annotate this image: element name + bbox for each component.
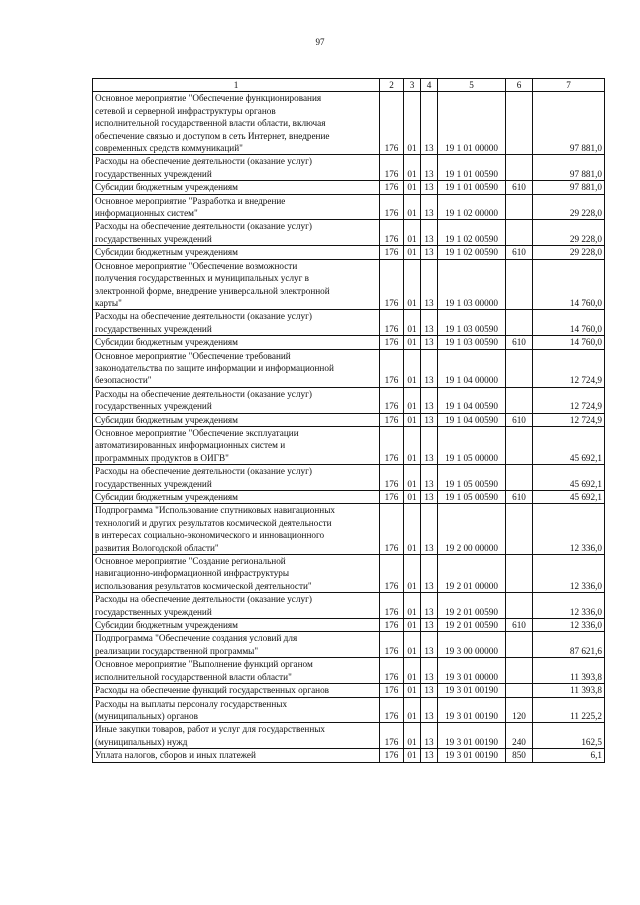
row-name-cell [93, 336, 380, 349]
expense-type-cell [506, 465, 533, 491]
row-name-line: государственных учреждений [95, 323, 212, 334]
admin-code-cell: 176 [380, 658, 404, 684]
expense-type-cell [506, 684, 533, 697]
table-row [93, 426, 605, 464]
expense-type-cell [506, 155, 533, 181]
row-name-line: Расходы на обеспечение функций государственных органов [95, 685, 330, 696]
target-code-cell: 19 1 03 00000 [438, 259, 506, 310]
subsection-code-cell: 13 [421, 426, 438, 464]
admin-code-cell: 176 [380, 413, 404, 426]
target-code-cell: 19 1 05 00000 [438, 426, 506, 464]
row-name-line: безопасности" [95, 375, 152, 386]
target-code-cell: 19 2 01 00590 [438, 593, 506, 619]
row-name-line: Расходы на обеспечение деятельности (оказание услуг) [95, 388, 312, 399]
table-row [93, 387, 605, 413]
subsection-code-cell: 13 [421, 465, 438, 491]
subsection-code-cell: 13 [421, 259, 438, 310]
table-row [93, 194, 605, 220]
subsection-code-cell: 13 [421, 658, 438, 684]
amount-cell: 11 393,8 [533, 658, 605, 684]
row-name-cell [93, 349, 380, 387]
table-row [93, 92, 605, 155]
row-name-cell [93, 619, 380, 632]
target-code-cell: 19 1 01 00590 [438, 155, 506, 181]
row-name-line: Основное мероприятие "Создание региональной [95, 556, 286, 567]
row-name-line: Субсидии бюджетным учреждениям [95, 337, 238, 348]
section-code-cell: 01 [404, 684, 421, 697]
table-row [93, 632, 605, 658]
row-name-cell [93, 181, 380, 194]
amount-cell: 12 336,0 [533, 504, 605, 555]
section-code-cell: 01 [404, 504, 421, 555]
admin-code-cell: 176 [380, 749, 404, 762]
column-header-4: 4 [421, 79, 438, 92]
row-name-line: карты" [95, 297, 122, 308]
target-code-cell: 19 1 01 00590 [438, 181, 506, 194]
section-code-cell: 01 [404, 259, 421, 310]
target-code-cell: 19 1 03 00590 [438, 310, 506, 336]
table-row [93, 504, 605, 555]
section-code-cell: 01 [404, 387, 421, 413]
row-name-line: Иные закупки товаров, работ и услуг для государственных [95, 724, 326, 735]
section-code-cell: 01 [404, 413, 421, 426]
expense-type-cell [506, 593, 533, 619]
expense-type-cell: 850 [506, 749, 533, 762]
row-name-line: получения государственных и муниципальных услуг в [95, 273, 310, 284]
amount-cell: 29 228,0 [533, 246, 605, 259]
amount-cell: 12 336,0 [533, 619, 605, 632]
target-code-cell: 19 3 01 00190 [438, 723, 506, 749]
table-body [93, 92, 605, 762]
section-code-cell: 01 [404, 426, 421, 464]
expense-type-cell: 610 [506, 619, 533, 632]
amount-cell: 12 724,9 [533, 387, 605, 413]
row-name-line: Субсидии бюджетным учреждениям [95, 620, 238, 631]
amount-cell: 45 692,1 [533, 491, 605, 504]
row-name-line: Расходы на обеспечение деятельности (оказание услуг) [95, 156, 312, 167]
amount-cell: 45 692,1 [533, 426, 605, 464]
target-code-cell: 19 1 02 00590 [438, 220, 506, 246]
target-code-cell: 19 1 05 00590 [438, 465, 506, 491]
row-name-line: Основное мероприятие "Обеспечение функционирования [95, 93, 322, 104]
target-code-cell: 19 3 01 00190 [438, 697, 506, 723]
section-code-cell: 01 [404, 181, 421, 194]
amount-cell: 11 393,8 [533, 684, 605, 697]
budget-table [92, 78, 605, 763]
row-name-line: Расходы на обеспечение деятельности (оказание услуг) [95, 311, 312, 322]
row-name-line: Расходы на обеспечение деятельности (оказание услуг) [95, 594, 312, 605]
table-row [93, 619, 605, 632]
row-name-line: Расходы на обеспечение деятельности (оказание услуг) [95, 221, 312, 232]
section-code-cell: 01 [404, 220, 421, 246]
page-number: 97 [315, 37, 325, 47]
section-code-cell: 01 [404, 349, 421, 387]
target-code-cell: 19 3 01 00190 [438, 684, 506, 697]
subsection-code-cell: 13 [421, 349, 438, 387]
row-name-line: государственных учреждений [95, 233, 212, 244]
row-name-line: автоматизированных информационных систем и [95, 440, 286, 451]
section-code-cell: 01 [404, 491, 421, 504]
admin-code-cell: 176 [380, 465, 404, 491]
admin-code-cell: 176 [380, 555, 404, 593]
subsection-code-cell: 13 [421, 593, 438, 619]
table-row [93, 246, 605, 259]
row-name-cell [93, 749, 380, 762]
amount-cell: 14 760,0 [533, 259, 605, 310]
admin-code-cell: 176 [380, 387, 404, 413]
target-code-cell: 19 1 01 00000 [438, 92, 506, 155]
subsection-code-cell: 13 [421, 491, 438, 504]
table-row [93, 349, 605, 387]
table-row [93, 491, 605, 504]
amount-cell: 14 760,0 [533, 310, 605, 336]
section-code-cell: 01 [404, 155, 421, 181]
subsection-code-cell: 13 [421, 413, 438, 426]
column-header-2: 2 [380, 79, 404, 92]
column-header-1: 1 [93, 79, 380, 92]
table-row [93, 155, 605, 181]
row-name-line: Уплата налогов, сборов и иных платежей [95, 750, 256, 761]
admin-code-cell: 176 [380, 491, 404, 504]
column-header-6: 6 [506, 79, 533, 92]
admin-code-cell: 176 [380, 92, 404, 155]
target-code-cell: 19 1 05 00590 [438, 491, 506, 504]
row-name-cell [93, 413, 380, 426]
expense-type-cell: 610 [506, 336, 533, 349]
row-name-line: исполнительной государственной власти области" [95, 671, 292, 682]
subsection-code-cell: 13 [421, 684, 438, 697]
row-name-cell [93, 504, 380, 555]
table-row [93, 465, 605, 491]
admin-code-cell: 176 [380, 684, 404, 697]
amount-cell: 11 225,2 [533, 697, 605, 723]
section-code-cell: 01 [404, 749, 421, 762]
subsection-code-cell: 13 [421, 697, 438, 723]
row-name-cell [93, 194, 380, 220]
section-code-cell: 01 [404, 593, 421, 619]
row-name-line: в интересах социально-экономического и инновационного [95, 530, 325, 541]
admin-code-cell: 176 [380, 220, 404, 246]
amount-cell: 162,5 [533, 723, 605, 749]
row-name-cell [93, 92, 380, 155]
admin-code-cell: 176 [380, 259, 404, 310]
expense-type-cell [506, 658, 533, 684]
table-row [93, 413, 605, 426]
amount-cell: 97 881,0 [533, 155, 605, 181]
admin-code-cell: 176 [380, 723, 404, 749]
expense-type-cell: 240 [506, 723, 533, 749]
amount-cell: 14 760,0 [533, 336, 605, 349]
row-name-cell [93, 387, 380, 413]
admin-code-cell: 176 [380, 426, 404, 464]
amount-cell: 97 881,0 [533, 181, 605, 194]
admin-code-cell: 176 [380, 619, 404, 632]
section-code-cell: 01 [404, 336, 421, 349]
row-name-line: государственных учреждений [95, 606, 212, 617]
table-row [93, 749, 605, 762]
table-row [93, 310, 605, 336]
expense-type-cell [506, 632, 533, 658]
row-name-line: (муниципальных) нужд [95, 736, 188, 747]
subsection-code-cell: 13 [421, 723, 438, 749]
target-code-cell: 19 3 01 00000 [438, 658, 506, 684]
row-name-line: Расходы на выплаты персоналу государственных [95, 698, 288, 709]
row-name-line: Расходы на обеспечение деятельности (оказание услуг) [95, 466, 312, 477]
subsection-code-cell: 13 [421, 310, 438, 336]
amount-cell: 97 881,0 [533, 92, 605, 155]
admin-code-cell: 176 [380, 504, 404, 555]
column-header-5: 5 [438, 79, 506, 92]
expense-type-cell [506, 504, 533, 555]
target-code-cell: 19 1 02 00000 [438, 194, 506, 220]
row-name-line: Основное мероприятие "Обеспечение требований [95, 350, 291, 361]
admin-code-cell: 176 [380, 181, 404, 194]
row-name-line: государственных учреждений [95, 478, 212, 489]
row-name-line: современных средств коммуникаций" [95, 143, 243, 154]
expense-type-cell: 120 [506, 697, 533, 723]
table-header [93, 79, 605, 92]
row-name-line: информационных систем" [95, 208, 198, 219]
table-row [93, 658, 605, 684]
table-row [93, 684, 605, 697]
admin-code-cell: 176 [380, 593, 404, 619]
target-code-cell: 19 2 01 00000 [438, 555, 506, 593]
table-row [93, 697, 605, 723]
section-code-cell: 01 [404, 619, 421, 632]
amount-cell: 87 621,6 [533, 632, 605, 658]
row-name-cell [93, 220, 380, 246]
expense-type-cell: 610 [506, 181, 533, 194]
row-name-cell [93, 310, 380, 336]
admin-code-cell: 176 [380, 155, 404, 181]
expense-type-cell [506, 194, 533, 220]
row-name-line: навигационно-информационной инфраструктуры [95, 568, 290, 579]
subsection-code-cell: 13 [421, 336, 438, 349]
target-code-cell: 19 3 01 00190 [438, 749, 506, 762]
amount-cell: 12 336,0 [533, 555, 605, 593]
expense-type-cell [506, 220, 533, 246]
admin-code-cell: 176 [380, 697, 404, 723]
section-code-cell: 01 [404, 632, 421, 658]
expense-type-cell: 610 [506, 246, 533, 259]
expense-type-cell [506, 310, 533, 336]
row-name-line: Основное мероприятие "Выполнение функций органом [95, 659, 313, 670]
section-code-cell: 01 [404, 723, 421, 749]
expense-type-cell [506, 426, 533, 464]
row-name-cell [93, 697, 380, 723]
row-name-line: Субсидии бюджетным учреждениям [95, 247, 238, 258]
row-name-line: электронной форме, внедрение универсальной электронной [95, 285, 330, 296]
row-name-cell [93, 465, 380, 491]
table-row [93, 220, 605, 246]
row-name-line: обеспечение связью и доступом в сеть Интернет, внедрение [95, 130, 330, 141]
column-header-3: 3 [404, 79, 421, 92]
section-code-cell: 01 [404, 555, 421, 593]
expense-type-cell [506, 555, 533, 593]
row-name-line: Подпрограмма "Использование спутниковых навигационных [95, 505, 335, 516]
expense-type-cell: 610 [506, 413, 533, 426]
section-code-cell: 01 [404, 246, 421, 259]
row-name-cell [93, 658, 380, 684]
expense-type-cell: 610 [506, 491, 533, 504]
row-name-cell [93, 723, 380, 749]
row-name-line: программных продуктов в ОИГВ" [95, 452, 229, 463]
row-name-line: Подпрограмма "Обеспечение создания условий для [95, 633, 298, 644]
amount-cell: 12 724,9 [533, 413, 605, 426]
subsection-code-cell: 13 [421, 155, 438, 181]
table-row [93, 181, 605, 194]
row-name-cell [93, 593, 380, 619]
row-name-line: Субсидии бюджетным учреждениям [95, 492, 238, 502]
row-name-line: (муниципальных) органов [95, 710, 198, 721]
row-name-line: государственных учреждений [95, 401, 212, 412]
target-code-cell: 19 3 00 00000 [438, 632, 506, 658]
subsection-code-cell: 13 [421, 387, 438, 413]
row-name-cell [93, 155, 380, 181]
subsection-code-cell: 13 [421, 181, 438, 194]
subsection-code-cell: 13 [421, 194, 438, 220]
header-row [93, 79, 605, 92]
target-code-cell: 19 1 04 00000 [438, 349, 506, 387]
row-name-line: сетевой и серверной инфраструктуры органов [95, 105, 276, 116]
section-code-cell: 01 [404, 310, 421, 336]
subsection-code-cell: 13 [421, 749, 438, 762]
column-header-7: 7 [533, 79, 605, 92]
row-name-line: технологий и других результатов космической деятельности [95, 517, 332, 528]
target-code-cell: 19 2 01 00590 [438, 619, 506, 632]
subsection-code-cell: 13 [421, 555, 438, 593]
target-code-cell: 19 1 03 00590 [438, 336, 506, 349]
section-code-cell: 01 [404, 92, 421, 155]
subsection-code-cell: 13 [421, 632, 438, 658]
table-row [93, 593, 605, 619]
row-name-line: развития Вологодской области" [95, 542, 219, 553]
admin-code-cell: 176 [380, 349, 404, 387]
amount-cell: 12 336,0 [533, 593, 605, 619]
row-name-cell [93, 632, 380, 658]
target-code-cell: 19 2 00 00000 [438, 504, 506, 555]
table-row [93, 555, 605, 593]
target-code-cell: 19 1 04 00590 [438, 387, 506, 413]
row-name-line: Основное мероприятие "Обеспечение эксплуатации [95, 427, 299, 438]
row-name-line: законодательства по защите информации и информационной [95, 362, 334, 373]
section-code-cell: 01 [404, 697, 421, 723]
target-code-cell: 19 1 02 00590 [438, 246, 506, 259]
admin-code-cell: 176 [380, 310, 404, 336]
section-code-cell: 01 [404, 194, 421, 220]
amount-cell: 12 724,9 [533, 349, 605, 387]
row-name-line: Субсидии бюджетным учреждениям [95, 414, 238, 425]
subsection-code-cell: 13 [421, 246, 438, 259]
row-name-cell [93, 259, 380, 310]
table-row [93, 336, 605, 349]
subsection-code-cell: 13 [421, 220, 438, 246]
section-code-cell: 01 [404, 465, 421, 491]
row-name-line: Основное мероприятие "Обеспечение возможности [95, 260, 298, 271]
row-name-line: исполнительной государственной власти области, включая [95, 118, 326, 129]
expense-type-cell [506, 387, 533, 413]
table-row [93, 723, 605, 749]
target-code-cell: 19 1 04 00590 [438, 413, 506, 426]
row-name-line: Субсидии бюджетным учреждениям [95, 182, 238, 193]
expense-type-cell [506, 92, 533, 155]
row-name-cell [93, 555, 380, 593]
row-name-cell [93, 491, 380, 504]
row-name-cell [93, 246, 380, 259]
row-name-line: Основное мероприятие "Разработка и внедрение [95, 195, 286, 206]
admin-code-cell: 176 [380, 336, 404, 349]
admin-code-cell: 176 [380, 194, 404, 220]
expense-type-cell [506, 349, 533, 387]
row-name-cell [93, 684, 380, 697]
admin-code-cell: 176 [380, 246, 404, 259]
subsection-code-cell: 13 [421, 504, 438, 555]
row-name-line: государственных учреждений [95, 168, 212, 179]
row-name-cell [93, 426, 380, 464]
table-row [93, 259, 605, 310]
subsection-code-cell: 13 [421, 92, 438, 155]
amount-cell: 29 228,0 [533, 220, 605, 246]
section-code-cell: 01 [404, 658, 421, 684]
row-name-line: использования результатов космической деятельности" [95, 580, 312, 591]
amount-cell: 6,1 [533, 749, 605, 762]
expense-type-cell [506, 259, 533, 310]
subsection-code-cell: 13 [421, 619, 438, 632]
admin-code-cell: 176 [380, 632, 404, 658]
amount-cell: 45 692,1 [533, 465, 605, 491]
row-name-line: реализации государственной программы" [95, 645, 259, 656]
amount-cell: 29 228,0 [533, 194, 605, 220]
